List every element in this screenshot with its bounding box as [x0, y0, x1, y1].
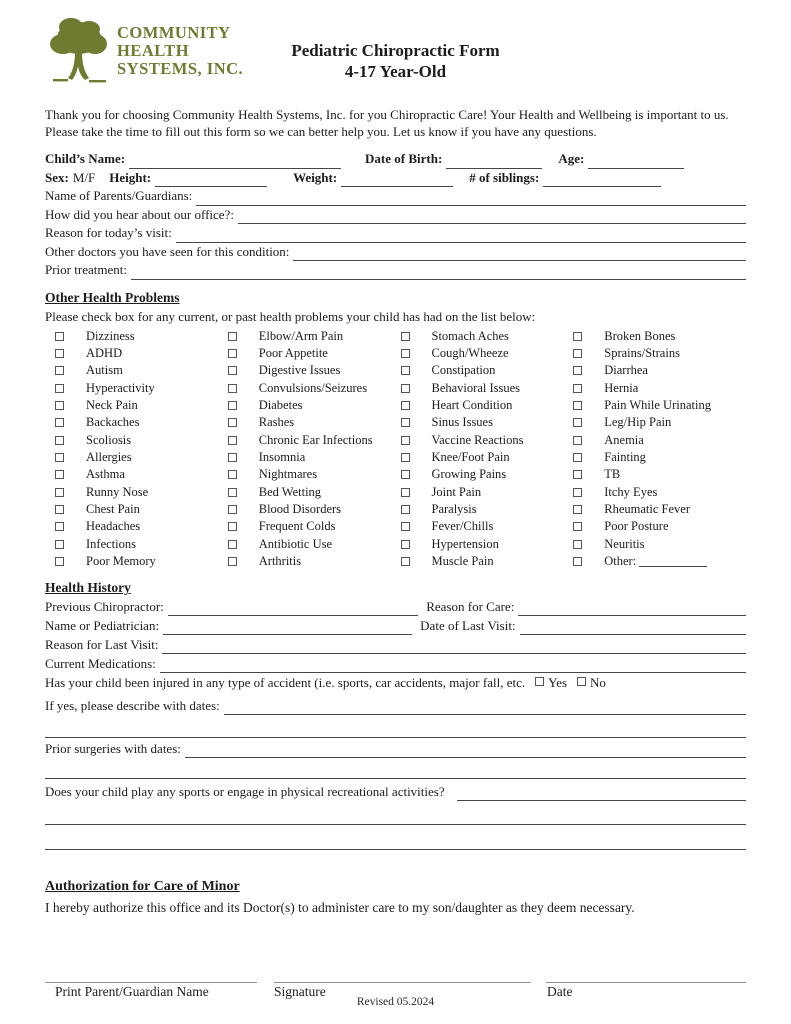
health-problem-label: Rashes [258, 415, 295, 430]
checkbox-icon[interactable] [228, 384, 237, 393]
checkbox-icon[interactable] [573, 505, 582, 514]
siblings-line[interactable] [543, 174, 661, 187]
health-problem-item [55, 501, 228, 518]
reason-last-visit-row [45, 635, 746, 654]
health-problem-label: Hypertension [431, 536, 499, 551]
checkbox-icon[interactable] [228, 470, 237, 479]
health-problem-item [401, 466, 574, 483]
sports-continuation-line-1[interactable] [45, 811, 746, 825]
health-problem-label: Frequent Colds [258, 519, 336, 534]
checkbox-icon[interactable] [228, 436, 237, 445]
health-problem-item [401, 345, 574, 362]
no-checkbox[interactable] [577, 677, 586, 686]
health-history-heading: Health History [45, 580, 131, 596]
surgeries-line[interactable] [185, 745, 746, 758]
health-problem-label: Joint Pain [431, 484, 482, 499]
health-problem-label: Headaches [86, 519, 141, 534]
health-problem-item [228, 414, 401, 431]
health-problem-item [573, 345, 746, 362]
health-problem-label: Cough/Wheeze [431, 346, 509, 361]
height-label: Height: [109, 169, 152, 185]
health-problem-item [55, 328, 228, 345]
reason-care-line[interactable] [518, 603, 746, 616]
health-problem-item [401, 518, 574, 535]
health-problem-label: Poor Memory [86, 554, 156, 569]
weight-line[interactable] [341, 174, 453, 187]
health-problem-label: Leg/Hip Pain [604, 415, 672, 430]
health-history-section [45, 579, 746, 850]
last-visit-date-label: Date of Last Visit: [420, 618, 516, 634]
health-problem-label: Chronic Ear Infections [258, 432, 373, 447]
hear-about-label: How did you hear about our office?: [45, 206, 234, 222]
age-line[interactable] [588, 156, 684, 169]
age-label: Age: [558, 151, 585, 166]
health-problem-item [573, 449, 746, 466]
health-problem-item [228, 345, 401, 362]
reason-last-visit-label: Reason for Last Visit: [45, 637, 159, 653]
health-problem-label: Fever/Chills [431, 519, 494, 534]
print-name-label: Print Parent/Guardian Name [55, 984, 209, 1000]
health-problem-label: Arthritis [258, 554, 302, 569]
health-problem-label: Digestive Issues [258, 363, 341, 378]
health-problem-item [55, 432, 228, 449]
previous-chiro-line[interactable] [168, 603, 418, 616]
sports-question: Does your child play any sports or engage in physical recreational activities? [45, 784, 445, 800]
health-problem-label: Sprains/Strains [604, 346, 680, 361]
accident-question-row [45, 673, 746, 692]
health-problem-item [228, 553, 401, 570]
health-problem-label: Behavioral Issues [431, 380, 521, 395]
checkbox-icon[interactable] [55, 366, 64, 375]
checkbox-icon[interactable] [228, 332, 237, 341]
form-title-line1: Pediatric Chiropractic Form [291, 41, 500, 60]
revision-note: Revised 05.2024 [356, 996, 435, 1008]
health-problem-item [573, 553, 746, 570]
health-problem-item [55, 536, 228, 553]
checkbox-icon[interactable] [228, 522, 237, 531]
checkbox-icon[interactable] [228, 453, 237, 462]
health-problem-label: Nightmares [258, 467, 318, 482]
health-problem-label: Vaccine Reactions [431, 432, 524, 447]
yes-checkbox[interactable] [535, 677, 544, 686]
sports-row [45, 782, 746, 801]
health-problem-item [55, 518, 228, 535]
health-problem-label: Dizziness [86, 328, 135, 343]
checkbox-icon[interactable] [573, 366, 582, 375]
health-problem-label: Diabetes [258, 398, 303, 413]
company-name-line3: SYSTEMS, INC. [117, 59, 244, 78]
health-problem-item [401, 380, 574, 397]
health-problem-item [228, 432, 401, 449]
health-problems-column [55, 328, 228, 571]
sex-height-row [45, 169, 746, 188]
checkbox-icon[interactable] [55, 470, 64, 479]
health-problem-item [401, 449, 574, 466]
health-problem-item [401, 328, 574, 345]
pediatrician-line[interactable] [163, 622, 412, 635]
health-problem-item [573, 501, 746, 518]
health-problem-label: Backaches [86, 415, 140, 430]
form-title-line2: 4-17 Year-Old [344, 62, 447, 81]
signature-label: Signature [274, 984, 326, 1000]
health-problem-label: Other: [604, 554, 637, 569]
checkbox-icon[interactable] [55, 505, 64, 514]
accident-question: Has your child been injured in any type of accident (i.e. sports, car accidents, major fall, etc. [45, 675, 526, 691]
health-problem-item [401, 432, 574, 449]
checkbox-icon[interactable] [55, 418, 64, 427]
health-problems-column [228, 328, 401, 571]
health-problems-column [573, 328, 746, 571]
health-problem-item [55, 553, 228, 570]
checkbox-icon[interactable] [573, 470, 582, 479]
health-problem-label: Insomnia [258, 450, 306, 465]
health-problem-label: Allergies [86, 450, 132, 465]
checkbox-icon[interactable] [401, 418, 410, 427]
checkbox-icon[interactable] [228, 540, 237, 549]
health-problem-item [228, 449, 401, 466]
health-problem-label: Rheumatic Fever [604, 502, 690, 517]
checkbox-icon[interactable] [228, 557, 237, 566]
health-problem-item [401, 484, 574, 501]
health-problems-heading: Other Health Problems [45, 289, 180, 305]
yes-label: Yes [548, 675, 568, 691]
health-problem-item [573, 328, 746, 345]
health-problem-item [573, 536, 746, 553]
health-problem-item [55, 414, 228, 431]
health-problem-item [55, 397, 228, 414]
health-problem-item [55, 449, 228, 466]
sports-line[interactable] [457, 788, 746, 801]
dob-label: Date of Birth: [365, 151, 443, 166]
company-name-line2: HEALTH [117, 41, 190, 60]
checkbox-icon[interactable] [401, 349, 410, 358]
health-problem-item [573, 432, 746, 449]
checkbox-icon[interactable] [228, 401, 237, 410]
signature-lines-row [45, 969, 746, 983]
health-problem-item [228, 397, 401, 414]
checkbox-icon[interactable] [401, 436, 410, 445]
checkbox-icon[interactable] [573, 436, 582, 445]
prior-treatment-row [45, 261, 746, 280]
child-name-line[interactable] [129, 156, 341, 169]
health-problem-label: Sinus Issues [431, 415, 493, 430]
health-problem-item [573, 380, 746, 397]
health-problem-item [401, 553, 574, 570]
checkbox-icon[interactable] [55, 349, 64, 358]
child-name-row [45, 150, 746, 169]
checkbox-icon[interactable] [228, 505, 237, 514]
health-problem-label: Paralysis [431, 502, 477, 517]
date-label: Date [547, 984, 573, 1000]
checkbox-icon[interactable] [228, 366, 237, 375]
health-problem-item [573, 518, 746, 535]
prior-treatment-line[interactable] [131, 267, 746, 280]
health-problem-item [55, 466, 228, 483]
checkbox-icon[interactable] [55, 436, 64, 445]
parents-label: Name of Parents/Guardians: [45, 188, 193, 203]
child-info-section [45, 150, 746, 280]
checkbox-icon[interactable] [401, 453, 410, 462]
health-problem-item [228, 466, 401, 483]
health-problem-label: Autism [86, 363, 123, 378]
health-problem-item [573, 397, 746, 414]
checkbox-icon[interactable] [55, 401, 64, 410]
health-problem-item [573, 362, 746, 379]
health-problem-label: Constipation [431, 363, 496, 378]
surgeries-label: Prior surgeries with dates: [45, 741, 181, 757]
health-problem-label: Antibiotic Use [258, 536, 333, 551]
last-visit-date-line[interactable] [520, 622, 746, 635]
previous-chiro-row [45, 597, 746, 616]
health-problem-label: Fainting [604, 450, 646, 465]
height-line[interactable] [155, 174, 267, 187]
health-problem-label: Neck Pain [86, 398, 138, 413]
health-problem-label: Broken Bones [604, 328, 676, 343]
reason-care-label: Reason for Care: [426, 599, 515, 615]
health-problem-item [228, 518, 401, 535]
siblings-label: # of siblings: [469, 169, 540, 185]
health-problem-item [573, 466, 746, 483]
pediatrician-row [45, 616, 746, 635]
checkbox-icon[interactable] [401, 470, 410, 479]
health-problem-item [228, 362, 401, 379]
health-problem-item [401, 362, 574, 379]
checkbox-icon[interactable] [573, 488, 582, 497]
health-problem-label: Neuritis [604, 536, 645, 551]
health-problem-label: Scoliosis [86, 432, 132, 447]
health-problem-label: Stomach Aches [431, 328, 509, 343]
parents-row [45, 187, 746, 206]
checkbox-icon[interactable] [228, 488, 237, 497]
current-meds-line[interactable] [160, 660, 746, 673]
sex-label: Sex: [45, 169, 69, 185]
parents-line[interactable] [196, 193, 746, 206]
health-problem-label: Runny Nose [86, 484, 149, 499]
health-problem-label: Knee/Foot Pain [431, 450, 510, 465]
health-problem-label: Asthma [86, 467, 125, 482]
describe-line[interactable] [224, 702, 746, 715]
health-problem-item [401, 397, 574, 414]
form-header [45, 14, 746, 94]
sports-continuation-line-2[interactable] [45, 836, 746, 850]
health-problem-item [228, 536, 401, 553]
surgeries-row [45, 739, 746, 758]
checkbox-icon[interactable] [401, 540, 410, 549]
health-problem-item [401, 536, 574, 553]
health-problem-label: Hyperactivity [86, 380, 155, 395]
surgeries-continuation-line[interactable] [45, 765, 746, 779]
checkbox-icon[interactable] [55, 384, 64, 393]
child-name-label: Child’s Name: [45, 151, 126, 166]
health-problem-label: Anemia [604, 432, 644, 447]
checkbox-icon[interactable] [573, 418, 582, 427]
checkbox-icon[interactable] [55, 557, 64, 566]
health-problem-item [55, 345, 228, 362]
health-problem-item [55, 484, 228, 501]
health-problem-label: Poor Appetite [258, 346, 328, 361]
checkbox-icon[interactable] [573, 349, 582, 358]
current-meds-row [45, 654, 746, 673]
health-problem-label: Bed Wetting [258, 484, 322, 499]
intro-paragraph: Thank you for choosing Community Health Systems, Inc. for you Chiropractic Care! Your Health and Wellbeing is important to us. Please take the time to fill out this form so we can better help you. Let us know if you have any questions. [45, 107, 729, 139]
checkbox-icon[interactable] [401, 401, 410, 410]
health-problem-item [228, 501, 401, 518]
checkbox-icon[interactable] [401, 332, 410, 341]
authorization-section [45, 878, 746, 1000]
checkbox-icon[interactable] [55, 522, 64, 531]
checkbox-icon[interactable] [401, 522, 410, 531]
other-fill-line[interactable] [639, 556, 707, 567]
print-name-line[interactable] [45, 969, 257, 983]
health-problem-item [55, 362, 228, 379]
checkbox-icon[interactable] [55, 540, 64, 549]
health-problem-label: Itchy Eyes [604, 484, 658, 499]
form-title [45, 40, 746, 82]
date-line[interactable] [546, 969, 746, 983]
checkbox-icon[interactable] [573, 522, 582, 531]
reason-visit-row [45, 224, 746, 243]
checkbox-icon[interactable] [401, 488, 410, 497]
other-doctors-line[interactable] [293, 248, 746, 261]
health-problem-label: TB [604, 467, 621, 482]
previous-chiro-label: Previous Chiropractor: [45, 599, 164, 615]
health-problem-item [228, 484, 401, 501]
describe-label: If yes, please describe with dates: [45, 698, 220, 714]
checkbox-icon[interactable] [573, 384, 582, 393]
health-problem-item [401, 501, 574, 518]
health-problem-label: Heart Condition [431, 398, 513, 413]
checkbox-icon[interactable] [401, 366, 410, 375]
prior-treatment-label: Prior treatment: [45, 262, 127, 277]
checkbox-icon[interactable] [55, 453, 64, 462]
hear-about-line[interactable] [238, 211, 746, 224]
reason-visit-label: Reason for today’s visit: [45, 225, 172, 240]
authorization-heading: Authorization for Care of Minor [45, 879, 240, 895]
health-problems-grid [55, 328, 746, 571]
checkbox-icon[interactable] [228, 349, 237, 358]
current-meds-label: Current Medications: [45, 656, 156, 672]
health-problems-column [401, 328, 574, 571]
health-problem-item [401, 414, 574, 431]
reason-visit-line[interactable] [176, 230, 746, 243]
describe-continuation-line[interactable] [45, 724, 746, 738]
health-problem-label: Poor Posture [604, 519, 669, 534]
health-problem-label: ADHD [86, 346, 123, 361]
health-problem-label: Growing Pains [431, 467, 507, 482]
health-problems-instruction: Please check box for any current, or past health problems your child has had on the list below: [45, 308, 536, 324]
health-problem-label: Infections [86, 536, 136, 551]
signature-line[interactable] [274, 969, 532, 983]
checkbox-icon[interactable] [401, 557, 410, 566]
pediatrician-label: Name or Pediatrician: [45, 618, 160, 634]
health-problem-item [573, 414, 746, 431]
other-doctors-row [45, 243, 746, 262]
health-problem-item [573, 484, 746, 501]
reason-last-visit-line[interactable] [162, 641, 746, 654]
no-label: No [590, 675, 606, 691]
checkbox-icon[interactable] [55, 488, 64, 497]
health-problem-label: Chest Pain [86, 502, 140, 517]
health-problem-label: Convulsions/Seizures [258, 380, 368, 395]
checkbox-icon[interactable] [228, 418, 237, 427]
health-problem-item [228, 328, 401, 345]
other-doctors-label: Other doctors you have seen for this condition: [45, 243, 290, 259]
checkbox-icon[interactable] [573, 557, 582, 566]
hear-about-row [45, 206, 746, 225]
health-problem-label: Elbow/Arm Pain [258, 328, 344, 343]
checkbox-icon[interactable] [401, 505, 410, 514]
checkbox-icon[interactable] [573, 453, 582, 462]
dob-line[interactable] [446, 156, 542, 169]
health-problem-label: Muscle Pain [431, 554, 494, 569]
weight-label: Weight: [293, 169, 338, 185]
checkbox-icon[interactable] [573, 540, 582, 549]
health-problem-item [55, 380, 228, 397]
health-problem-label: Diarrhea [604, 363, 648, 378]
checkbox-icon[interactable] [573, 332, 582, 341]
health-problem-label: Blood Disorders [258, 502, 342, 517]
sex-value: M/F [72, 169, 96, 185]
checkbox-icon[interactable] [401, 384, 410, 393]
health-problem-label: Pain While Urinating [604, 398, 711, 413]
company-name-line1: COMMUNITY [117, 23, 231, 42]
health-problem-label: Hernia [604, 380, 639, 395]
checkbox-icon[interactable] [55, 332, 64, 341]
health-problem-item [228, 380, 401, 397]
describe-row [45, 696, 746, 715]
authorization-statement: I hereby authorize this office and its Doctor(s) to administer care to my son/daughter as they deem necessary. [45, 900, 635, 916]
checkbox-icon[interactable] [573, 401, 582, 410]
